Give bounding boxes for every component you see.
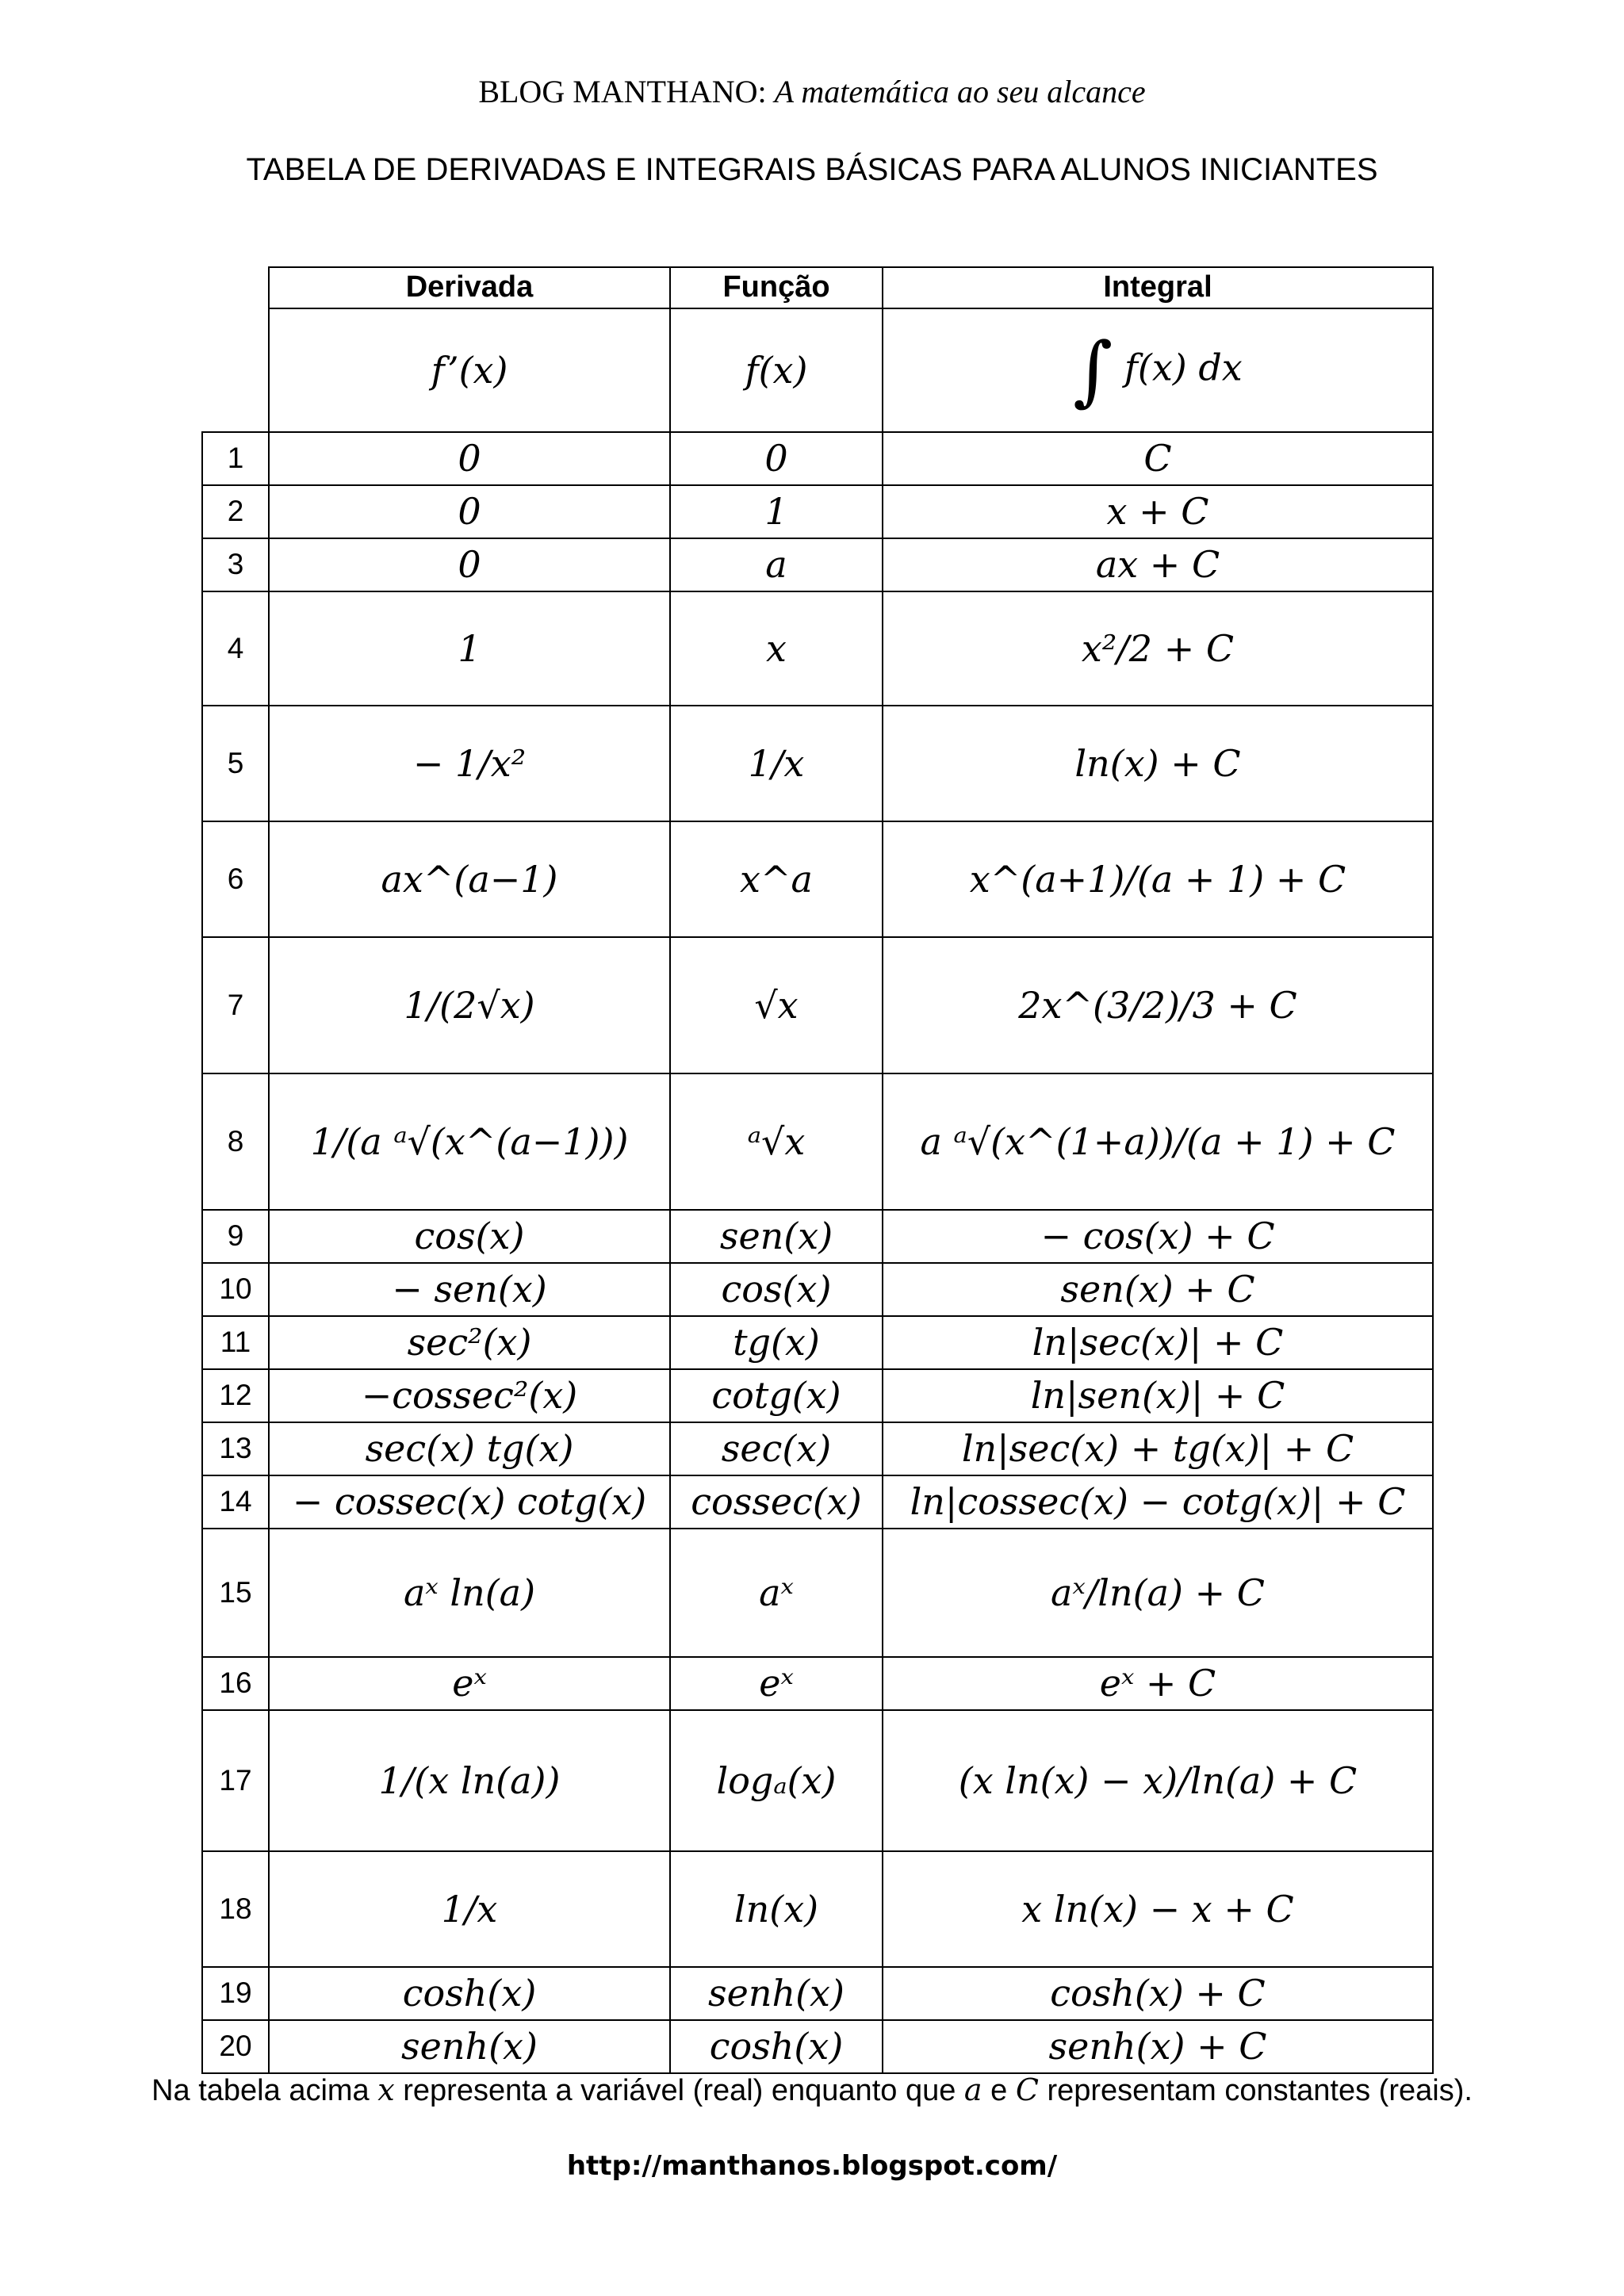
- derivative-cell: sec²(x): [269, 1316, 670, 1369]
- blog-subtitle: A matemática ao seu alcance: [774, 74, 1146, 109]
- integral-cell: x + C: [883, 485, 1433, 538]
- function-cell: cos(x): [670, 1263, 883, 1316]
- row-number: 9: [202, 1210, 269, 1263]
- row-number: 20: [202, 2020, 269, 2073]
- integral-cell: a ᵃ√(x^(1+a))/(a + 1) + C: [883, 1073, 1433, 1210]
- notation-derivative: f’(x): [269, 308, 670, 432]
- row-number: 10: [202, 1263, 269, 1316]
- row-number: 13: [202, 1422, 269, 1475]
- table-header-row: [202, 267, 1433, 308]
- integral-cell: x²/2 + C: [883, 591, 1433, 706]
- integral-cell: ln|sec(x) + tg(x)| + C: [883, 1422, 1433, 1475]
- derivative-cell: −cossec²(x): [269, 1369, 670, 1422]
- table-row: [202, 538, 1433, 591]
- table-row: [202, 1422, 1433, 1475]
- row-number: 3: [202, 538, 269, 591]
- table-footnote: [0, 2072, 1624, 2108]
- integral-cell: C: [883, 432, 1433, 485]
- integral-sign: ∫: [1073, 325, 1113, 415]
- derivatives-integrals-table: [201, 266, 1434, 2074]
- integral-cell: senh(x) + C: [883, 2020, 1433, 2073]
- row-number: 16: [202, 1657, 269, 1710]
- column-header-derivative: Derivada: [269, 267, 670, 308]
- footnote-text-1: Na tabela acima: [151, 2074, 378, 2107]
- blog-name: BLOG MANTHANO:: [478, 74, 775, 109]
- derivative-cell: cos(x): [269, 1210, 670, 1263]
- blog-title: [0, 73, 1624, 110]
- table-row: [202, 485, 1433, 538]
- notation-integral: f(x) dx: [1124, 346, 1243, 388]
- derivative-cell: 0: [269, 538, 670, 591]
- function-cell: a: [670, 538, 883, 591]
- derivative-cell: 1/(x ln(a)): [269, 1710, 670, 1851]
- integral-cell: x ln(x) − x + C: [883, 1851, 1433, 1967]
- function-cell: cossec(x): [670, 1475, 883, 1529]
- row-number: 8: [202, 1073, 269, 1210]
- function-cell: x: [670, 591, 883, 706]
- row-number: 5: [202, 706, 269, 821]
- document-title: TABELA DE DERIVADAS E INTEGRAIS BÁSICAS PARA ALUNOS INICIANTES: [246, 152, 1378, 187]
- header-blank-cell: [202, 267, 269, 308]
- row-number: 19: [202, 1967, 269, 2020]
- integral-cell: ln|sec(x)| + C: [883, 1316, 1433, 1369]
- derivative-cell: 1/(2√x): [269, 937, 670, 1073]
- footnote-text-3: e: [982, 2074, 1016, 2107]
- footnote-var-a: a: [963, 2072, 982, 2107]
- derivative-cell: 1/x: [269, 1851, 670, 1967]
- function-cell: √x: [670, 937, 883, 1073]
- table-row: [202, 1263, 1433, 1316]
- function-cell: cotg(x): [670, 1369, 883, 1422]
- derivative-cell: 0: [269, 432, 670, 485]
- table-row: [202, 1369, 1433, 1422]
- function-cell: 1: [670, 485, 883, 538]
- derivative-cell: eˣ: [269, 1657, 670, 1710]
- integral-cell: x^(a+1)/(a + 1) + C: [883, 821, 1433, 937]
- table-row: [202, 591, 1433, 706]
- function-cell: 1/x: [670, 706, 883, 821]
- derivative-cell: 0: [269, 485, 670, 538]
- function-cell: x^a: [670, 821, 883, 937]
- function-cell: senh(x): [670, 1967, 883, 2020]
- function-cell: ᵃ√x: [670, 1073, 883, 1210]
- row-number: 7: [202, 937, 269, 1073]
- derivative-cell: 1: [269, 591, 670, 706]
- function-cell: logₐ(x): [670, 1710, 883, 1851]
- table-row: [202, 1073, 1433, 1210]
- notation-integral-cell: [883, 308, 1433, 432]
- table-row: [202, 1316, 1433, 1369]
- footnote-var-x: x: [377, 2072, 395, 2107]
- row-number: 17: [202, 1710, 269, 1851]
- integral-cell: sen(x) + C: [883, 1263, 1433, 1316]
- integral-cell: aˣ/ln(a) + C: [883, 1529, 1433, 1657]
- derivative-cell: sec(x) tg(x): [269, 1422, 670, 1475]
- row-number: 1: [202, 432, 269, 485]
- integral-cell: ln(x) + C: [883, 706, 1433, 821]
- row-number: 6: [202, 821, 269, 937]
- blog-url-link[interactable]: http://manthanos.blogspot.com/: [566, 2150, 1058, 2182]
- derivative-cell: ax^(a−1): [269, 821, 670, 937]
- table-row: [202, 1710, 1433, 1851]
- integral-cell: ln|cossec(x) − cotg(x)| + C: [883, 1475, 1433, 1529]
- function-cell: cosh(x): [670, 2020, 883, 2073]
- table-row: [202, 432, 1433, 485]
- row-number: 14: [202, 1475, 269, 1529]
- function-cell: eˣ: [670, 1657, 883, 1710]
- integral-cell: − cos(x) + C: [883, 1210, 1433, 1263]
- column-header-function: Função: [670, 267, 883, 308]
- function-cell: aˣ: [670, 1529, 883, 1657]
- table-row: [202, 1657, 1433, 1710]
- row-number: 4: [202, 591, 269, 706]
- integral-cell: cosh(x) + C: [883, 1967, 1433, 2020]
- function-cell: tg(x): [670, 1316, 883, 1369]
- table-row: [202, 1475, 1433, 1529]
- table-row: [202, 2020, 1433, 2073]
- table-row: [202, 937, 1433, 1073]
- table-row: [202, 706, 1433, 821]
- derivative-cell: − sen(x): [269, 1263, 670, 1316]
- row-number: 2: [202, 485, 269, 538]
- row-number: 11: [202, 1316, 269, 1369]
- footnote-text-4: representam constantes (reais).: [1038, 2074, 1473, 2107]
- integral-cell: ln|sen(x)| + C: [883, 1369, 1433, 1422]
- function-cell: sen(x): [670, 1210, 883, 1263]
- table-row: [202, 1529, 1433, 1657]
- table-row: [202, 1210, 1433, 1263]
- table-row: [202, 1967, 1433, 2020]
- notation-blank-cell: [202, 308, 269, 432]
- derivative-cell: aˣ ln(a): [269, 1529, 670, 1657]
- derivative-cell: 1/(a ᵃ√(x^(a−1))): [269, 1073, 670, 1210]
- integral-cell: ax + C: [883, 538, 1433, 591]
- integral-cell: 2x^(3/2)/3 + C: [883, 937, 1433, 1073]
- derivative-cell: cosh(x): [269, 1967, 670, 2020]
- footer-link-container: [0, 2150, 1624, 2182]
- function-cell: sec(x): [670, 1422, 883, 1475]
- derivative-cell: − cossec(x) cotg(x): [269, 1475, 670, 1529]
- notation-function: f(x): [670, 308, 883, 432]
- derivative-cell: − 1/x²: [269, 706, 670, 821]
- row-number: 12: [202, 1369, 269, 1422]
- function-cell: 0: [670, 432, 883, 485]
- footnote-var-c: C: [1015, 2072, 1039, 2107]
- table-notation-row: [202, 308, 1433, 432]
- integral-cell: (x ln(x) − x)/ln(a) + C: [883, 1710, 1433, 1851]
- row-number: 18: [202, 1851, 269, 1967]
- integral-cell: eˣ + C: [883, 1657, 1433, 1710]
- row-number: 15: [202, 1529, 269, 1657]
- derivative-cell: senh(x): [269, 2020, 670, 2073]
- table-row: [202, 821, 1433, 937]
- table-body: [202, 432, 1433, 2073]
- column-header-integral: Integral: [883, 267, 1433, 308]
- footnote-text-2: representa a variável (real) enquanto que: [394, 2074, 964, 2107]
- table-row: [202, 1851, 1433, 1967]
- function-cell: ln(x): [670, 1851, 883, 1967]
